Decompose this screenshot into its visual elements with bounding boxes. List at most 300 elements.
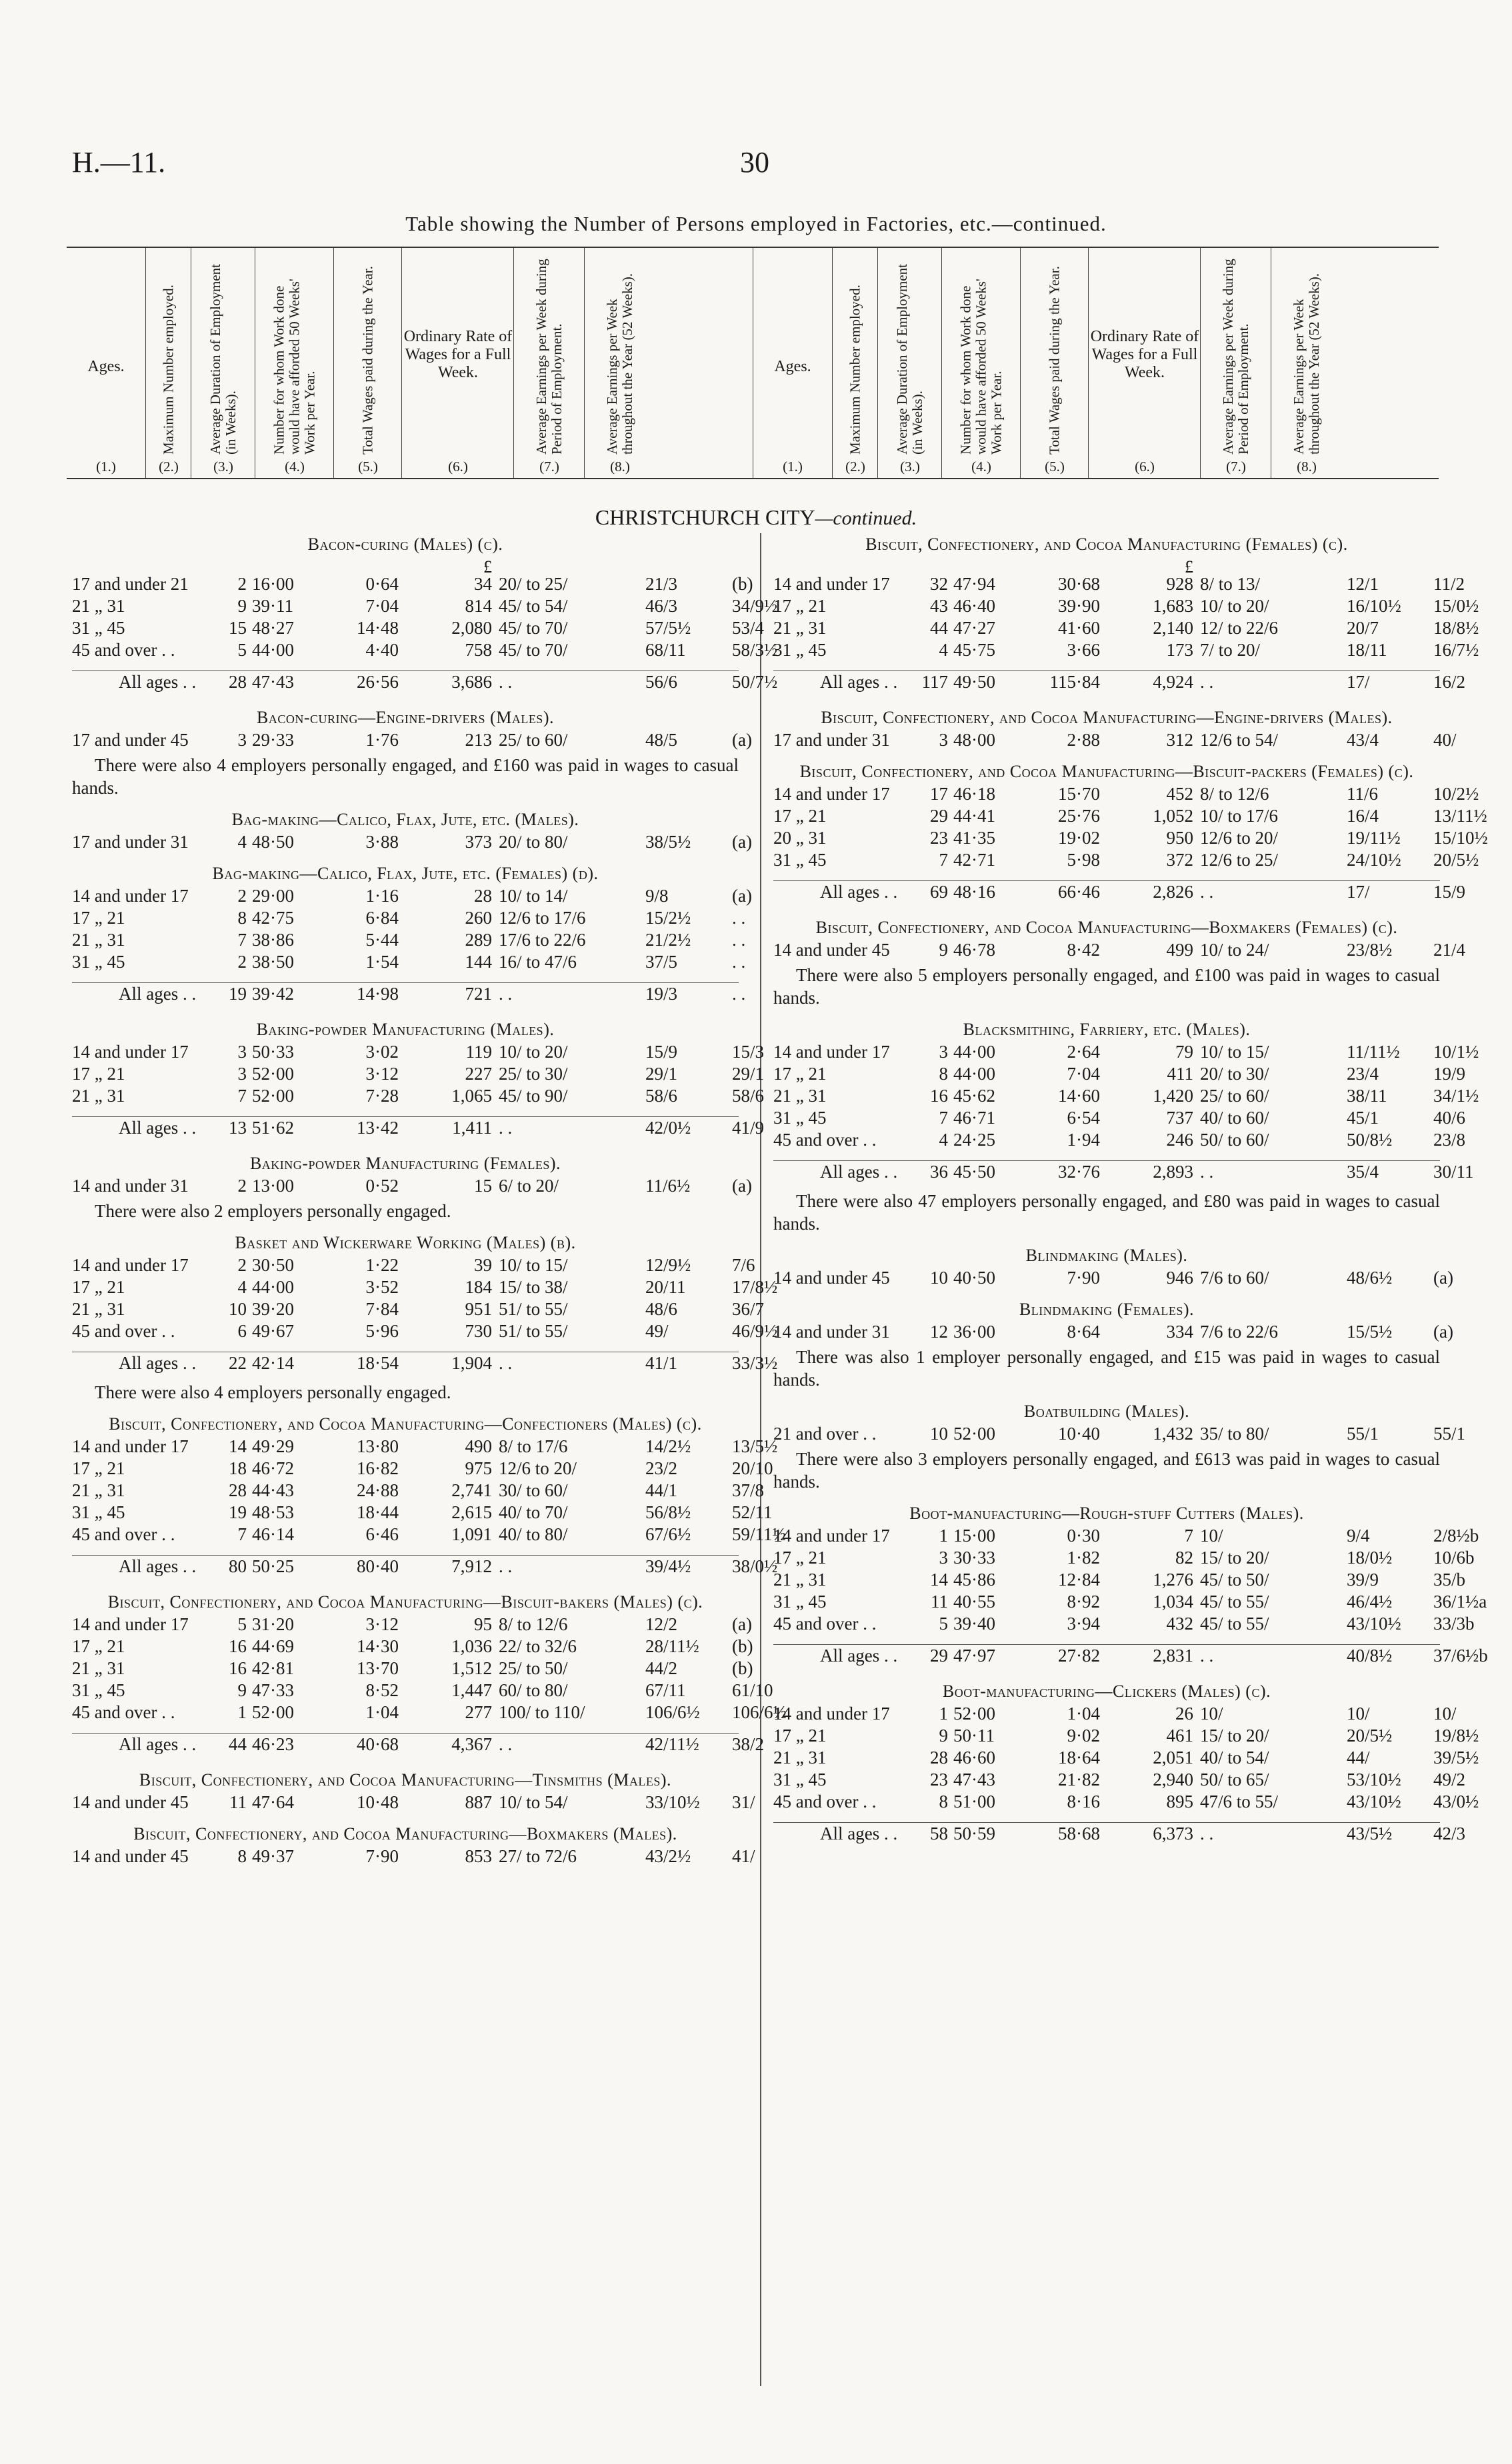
table-cell: 36/7 (732, 1299, 765, 1319)
table-cell: 46·14 (252, 1524, 294, 1544)
table-cell: 8/ to 12/6 (1200, 784, 1269, 804)
page-number: 30 (740, 146, 769, 179)
table-cell: 19 (229, 1502, 247, 1522)
table-cell: 1,276 (1153, 1570, 1193, 1590)
table-cell: 16 (229, 1636, 247, 1656)
table-cell: 10 (930, 1268, 948, 1288)
table-cell: 43/5½ (1347, 1824, 1393, 1844)
section-note: There were also 5 employers personally engaged, and £100 was paid in wages to casual hands. (773, 965, 1440, 1008)
table-cell: 40/ to 60/ (1200, 1108, 1269, 1128)
table-cell: 334 (1166, 1322, 1193, 1342)
table-cell: 45 and over . . (773, 1614, 877, 1634)
table-cell: 44 (930, 618, 948, 638)
table-cell: 59/11½ (732, 1524, 786, 1544)
table-cell: 21 „ 31 (773, 1570, 827, 1590)
table-cell: All ages . . (119, 1556, 197, 1576)
all-ages-row (773, 1160, 1474, 1187)
table-cell: 4 (939, 640, 948, 660)
table-cell: 33/10½ (645, 1792, 700, 1812)
table-section (773, 1400, 1466, 1493)
table-row (72, 617, 765, 639)
table-row (72, 1792, 755, 1814)
table-cell: 36·00 (953, 1322, 995, 1342)
table-row (72, 1276, 778, 1298)
table-cell: 79 (1175, 1042, 1193, 1062)
table-cell: 6 (237, 1321, 247, 1341)
table-cell: 4 (237, 1277, 247, 1297)
table-row (773, 939, 1466, 961)
table-cell: 44·69 (252, 1636, 294, 1656)
table-cell: 24·25 (953, 1130, 995, 1150)
table-cell: 14 and under 17 (72, 1042, 189, 1062)
table-section (72, 1823, 755, 1867)
table-cell: 12/6 to 17/6 (499, 908, 586, 928)
table-cell: 10/2½ (1433, 784, 1479, 804)
table-cell: 48/6 (645, 1299, 678, 1319)
table-cell: 3 (237, 1064, 247, 1084)
table-cell: 22 (229, 1353, 247, 1373)
table-cell: 27/ to 72/6 (499, 1846, 577, 1866)
table-cell: 2,140 (1153, 618, 1193, 638)
table-cell: 7 (237, 1086, 247, 1106)
table-cell: 31/ (732, 1792, 755, 1812)
section-title: Blindmaking (Males). (1025, 1246, 1188, 1265)
table-cell: 21/2½ (645, 930, 691, 950)
table-cell: 12/6 to 54/ (1200, 730, 1279, 750)
table-cell: 58·68 (1058, 1824, 1100, 1844)
table-cell: 928 (1166, 574, 1193, 594)
table-cell: 106/6½ (732, 1702, 787, 1722)
table-cell: 15·00 (953, 1526, 995, 1546)
table-cell: 10/1½ (1433, 1042, 1479, 1062)
table-cell: 53/10½ (1347, 1770, 1401, 1790)
table-cell: 31 „ 45 (773, 1108, 827, 1128)
table-cell: . . (1200, 1162, 1214, 1182)
table-cell: 80·40 (357, 1556, 399, 1576)
table-cell: 21 „ 31 (72, 1658, 125, 1678)
table-row (72, 1320, 778, 1342)
table-cell: 52·00 (252, 1064, 294, 1084)
table-cell: 4 (939, 1130, 948, 1150)
table-cell: 57/5½ (645, 618, 691, 638)
table-cell: 1 (237, 1702, 247, 1722)
table-cell: 21 „ 31 (773, 618, 827, 638)
table-cell: 16/ to 47/6 (499, 952, 577, 972)
table-cell: 11/6½ (645, 1176, 691, 1196)
table-cell: 40/ to 54/ (1200, 1748, 1269, 1768)
table-cell: 14 and under 17 (773, 1526, 890, 1546)
table-cell: 115·84 (1049, 672, 1100, 692)
table-cell: 44/2 (645, 1658, 678, 1678)
table-section (72, 1769, 755, 1814)
table-cell: 21 „ 31 (773, 1748, 827, 1768)
table-section (72, 1152, 752, 1222)
table-cell: 20/ to 30/ (1200, 1064, 1269, 1084)
table-cell: 7 (939, 850, 948, 870)
table-cell: 25/ to 50/ (499, 1658, 568, 1678)
table-cell: 23 (930, 828, 948, 848)
table-cell: 1,420 (1153, 1086, 1193, 1106)
table-row (72, 1298, 765, 1320)
table-section (72, 862, 752, 1009)
table-cell: 34 (474, 574, 492, 594)
table-cell: 37/8 (732, 1480, 765, 1500)
table-cell: 2 (237, 1176, 247, 1196)
table-cell: 29/1 (732, 1064, 765, 1084)
table-cell: 10 (930, 1424, 948, 1444)
table-cell: 7·90 (365, 1846, 399, 1866)
table-cell: 5 (939, 1614, 948, 1634)
section-note: There was also 1 employer personally engaged, and £15 was paid in wages to casual hands. (773, 1347, 1440, 1390)
column-header (753, 248, 832, 478)
table-cell: 25/ to 60/ (1200, 1086, 1269, 1106)
table-cell: 17 „ 21 (72, 1636, 125, 1656)
table-cell: 39·11 (252, 596, 293, 616)
table-cell: 9/4 (1347, 1526, 1370, 1546)
table-cell: 1,411 (452, 1118, 492, 1138)
table-cell: 5·98 (1067, 850, 1100, 870)
table-cell: 58/6 (732, 1086, 765, 1106)
table-section (773, 1298, 1453, 1391)
table-cell: 246 (1166, 1130, 1193, 1150)
table-cell: . . (1200, 672, 1214, 692)
document-reference: H.—11. (72, 146, 166, 179)
table-cell: 26·56 (357, 672, 399, 692)
table-cell: 7 (237, 1524, 247, 1544)
table-cell: 42·81 (252, 1658, 294, 1678)
table-cell: 4·40 (365, 640, 399, 660)
table-cell: 15/0½ (1433, 596, 1479, 616)
table-cell: 1,904 (451, 1353, 492, 1373)
table-cell: 34/9½ (732, 596, 778, 616)
table-cell: 17 „ 21 (773, 1548, 827, 1568)
table-cell: 31 „ 45 (773, 1770, 827, 1790)
section-title: Bacon-curing—Engine-drivers (Males). (257, 708, 554, 727)
table-cell: 50/ to 60/ (1200, 1130, 1269, 1150)
table-cell: 27·82 (1058, 1646, 1100, 1666)
section-title: Bacon-curing (Males) (c). (307, 535, 503, 554)
table-row (72, 595, 778, 617)
table-row (72, 1254, 755, 1276)
table-cell: 2 (237, 574, 247, 594)
table-cell: 15/ to 38/ (499, 1277, 568, 1297)
table-cell: (b) (732, 1636, 753, 1656)
table-cell: (a) (732, 886, 752, 906)
table-cell: 3·02 (365, 1042, 399, 1062)
table-cell: 42/3 (1433, 1824, 1466, 1844)
table-cell: 29 (930, 1646, 948, 1666)
table-row (773, 1747, 1479, 1769)
table-cell: 3 (237, 1042, 247, 1062)
table-row (72, 1502, 773, 1524)
table-cell: 17 „ 21 (72, 1064, 125, 1084)
column-header-label: Average Duration of Employment (in Weeks). (207, 264, 239, 455)
table-row (72, 1846, 755, 1867)
column-number: (4.) (285, 459, 305, 475)
table-row (773, 639, 1479, 661)
table-row (773, 573, 1465, 595)
table-cell: 2,080 (451, 618, 492, 638)
table-cell: 80 (229, 1556, 247, 1576)
table-cell: All ages . . (820, 672, 898, 692)
table-cell: 10/ to 17/6 (1200, 806, 1279, 826)
table-cell: 19/9 (1433, 1064, 1466, 1084)
table-cell: 68/11 (645, 640, 686, 660)
table-cell: 45 and over . . (72, 1702, 175, 1722)
table-cell: 8·42 (1067, 940, 1100, 960)
table-section (72, 706, 752, 799)
table-cell: 15 (474, 1176, 492, 1196)
section-title: Biscuit, Confectionery, and Cocoa Manufacturing—Boxmakers (Males). (133, 1824, 677, 1844)
table-cell: 14 and under 31 (773, 1322, 890, 1342)
table-cell: 41/ (732, 1846, 755, 1866)
table-cell: 17/ (1347, 882, 1370, 902)
table-cell: 18·54 (357, 1353, 399, 1373)
table-cell: 47·33 (252, 1680, 294, 1700)
table-cell: 82 (1175, 1548, 1193, 1568)
section-title: Bag-making—Calico, Flax, Jute, etc. (Females) (d). (212, 864, 599, 883)
table-cell: 44/1 (645, 1480, 678, 1500)
table-cell: 11/2 (1433, 574, 1465, 594)
table-cell: 40/ (1433, 730, 1457, 750)
table-cell: 29 (930, 806, 948, 826)
table-cell: 95 (474, 1614, 492, 1634)
table-cell: 40/6 (1433, 1108, 1466, 1128)
column-header-label: Average Earnings per Week throughout the Year (52 Weeks). (1291, 273, 1322, 455)
table-cell: 9 (237, 596, 247, 616)
table-cell: 49/2 (1433, 1770, 1466, 1790)
table-cell: . . (499, 1118, 513, 1138)
table-cell: 14 and under 45 (773, 940, 890, 960)
table-cell: 7·04 (1067, 1064, 1100, 1084)
table-cell: 2/8½b (1433, 1526, 1479, 1546)
table-cell: 33/3½ (732, 1353, 778, 1373)
table-row (72, 929, 746, 951)
table-cell: 10 (229, 1299, 247, 1319)
table-cell: 49/ (645, 1321, 669, 1341)
table-cell: . . (499, 984, 513, 1004)
section-title: Blacksmithing, Farriery, etc. (Males). (963, 1020, 1251, 1039)
column-header (67, 248, 145, 478)
section-note: There were also 3 employers personally engaged, and £613 was paid in wages to casual hands. (773, 1449, 1440, 1492)
table-cell: 5 (237, 1614, 247, 1634)
currency-marker (72, 556, 739, 577)
column-header (832, 248, 878, 478)
table-cell: 1·82 (1067, 1548, 1100, 1568)
table-cell: 49·29 (252, 1436, 294, 1456)
table-cell: 38/2 (732, 1734, 765, 1754)
column-number: (5.) (358, 459, 378, 475)
table-row (72, 1480, 765, 1502)
table-cell: 51/ to 55/ (499, 1321, 568, 1341)
table-cell: 0·30 (1067, 1526, 1100, 1546)
table-cell: 47·94 (953, 574, 995, 594)
all-ages-row (72, 1116, 765, 1143)
table-cell: 16/10½ (1347, 596, 1401, 616)
table-cell: 4 (237, 832, 247, 852)
table-cell: 8 (939, 1064, 948, 1084)
pound-sign: £ (1185, 557, 1193, 577)
table-cell: All ages . . (119, 672, 197, 692)
table-cell: 19/11½ (1347, 828, 1401, 848)
table-cell: 15/9 (645, 1042, 678, 1062)
table-row (773, 1423, 1466, 1445)
table-cell: 23/4 (1347, 1064, 1379, 1084)
table-cell: 31 „ 45 (72, 1502, 125, 1522)
column-header-label: Total Wages paid during the Year. (1046, 266, 1063, 455)
table-cell: 14 and under 45 (72, 1792, 189, 1812)
table-cell: 52·00 (252, 1702, 294, 1722)
table-cell: 52·00 (953, 1704, 995, 1724)
table-cell: 21·82 (1058, 1770, 1100, 1790)
table-cell: 10·40 (1058, 1424, 1100, 1444)
table-cell: 1·04 (1067, 1704, 1100, 1724)
table-cell: 14 and under 17 (72, 1255, 189, 1275)
table-cell: 17 and under 21 (72, 574, 189, 594)
column-number: (1.) (783, 459, 803, 475)
table-cell: 10/ to 15/ (499, 1255, 568, 1275)
table-cell: 12/9½ (645, 1255, 691, 1275)
table-cell: 11 (931, 1592, 948, 1612)
table-cell: 33/3b (1433, 1614, 1475, 1634)
table-section (773, 706, 1457, 751)
table-cell: 1,432 (1153, 1424, 1193, 1444)
table-cell: 20/ to 25/ (499, 574, 568, 594)
table-cell: 2 (237, 1255, 247, 1275)
column-header (1088, 248, 1201, 478)
table-row (773, 1703, 1457, 1725)
table-cell: 312 (1166, 730, 1193, 750)
table-cell: 29/1 (645, 1064, 678, 1084)
table-cell: 12/6 to 20/ (499, 1458, 577, 1478)
table-section (72, 1232, 778, 1404)
table-cell: 45/ to 55/ (1200, 1614, 1269, 1634)
table-cell: 47·97 (953, 1646, 995, 1666)
column-header-label: Average Earnings per Week during Period of Employment. (1220, 259, 1251, 455)
table-section (72, 1413, 786, 1582)
section-note: There were also 2 employers personally engaged. (95, 1201, 451, 1221)
table-cell: 39 (474, 1255, 492, 1275)
table-cell: 3 (939, 1548, 948, 1568)
table-cell: 45/1 (1347, 1108, 1379, 1128)
table-cell: 11/11½ (1347, 1042, 1400, 1062)
table-cell: 41/1 (645, 1353, 678, 1373)
table-cell: 18·64 (1058, 1748, 1100, 1768)
column-headers-left (67, 248, 753, 478)
table-cell: 8/ to 12/6 (499, 1614, 568, 1634)
column-number: (6.) (448, 459, 468, 475)
column-header (401, 248, 514, 478)
table-cell: 14·98 (357, 984, 399, 1004)
table-section (773, 1244, 1453, 1289)
table-cell: 119 (465, 1042, 492, 1062)
column-header-label: Average Duration of Employment (in Weeks). (894, 264, 925, 455)
column-number: (8.) (610, 459, 630, 475)
column-header (513, 248, 585, 478)
table-cell: 34/1½ (1433, 1086, 1479, 1106)
table-cell: 17 „ 21 (773, 1726, 827, 1746)
section-title: Biscuit, Confectionery, and Cocoa Manufacturing—Engine-drivers (Males). (821, 708, 1393, 727)
table-cell: 26 (1175, 1704, 1193, 1724)
table-cell: 14·30 (357, 1636, 399, 1656)
table-cell: 15·70 (1058, 784, 1100, 804)
table-cell: 14 and under 17 (72, 1436, 189, 1456)
table-cell: 2,831 (1153, 1646, 1193, 1666)
table-row (72, 951, 746, 973)
section-note: There were also 47 employers personally engaged, and £80 was paid in wages to casual hands. (773, 1191, 1440, 1234)
table-cell: 15/10½ (1433, 828, 1488, 848)
table-cell: 1,034 (1153, 1592, 1193, 1612)
column-header-label: Ordinary Rate of Wages for a Full Week. (403, 328, 513, 381)
table-cell: 1,036 (451, 1636, 492, 1656)
table-cell: 28/11½ (645, 1636, 699, 1656)
table-cell: 3 (939, 1042, 948, 1062)
table-cell: 48·00 (953, 730, 995, 750)
table-cell: 38·86 (252, 930, 294, 950)
table-row (773, 1769, 1466, 1791)
table-cell: 16/4 (1347, 806, 1379, 826)
table-cell: 13·00 (252, 1176, 294, 1196)
table-cell: 12/1 (1347, 574, 1379, 594)
table-cell: 277 (465, 1702, 492, 1722)
table-cell: 3·52 (365, 1277, 399, 1297)
table-cell: 10/ (1347, 1704, 1370, 1724)
table-cell: 3 (237, 730, 247, 750)
table-cell: 39/9 (1347, 1570, 1379, 1590)
table-row (773, 1525, 1479, 1547)
table-cell: 38·50 (252, 952, 294, 972)
table-cell: 7/6 (732, 1255, 755, 1275)
table-cell: 41·60 (1058, 618, 1100, 638)
table-cell: 24·88 (357, 1480, 399, 1500)
table-cell: 10/ to 15/ (1200, 1042, 1269, 1062)
table-cell: . . (732, 908, 746, 928)
table-cell: 6·54 (1067, 1108, 1100, 1128)
table-cell: 14 and under 17 (773, 1042, 890, 1062)
table-cell: 106/6½ (645, 1702, 700, 1722)
table-cell: 499 (1166, 940, 1193, 960)
table-row (773, 729, 1457, 751)
table-cell: 39/5½ (1433, 1748, 1479, 1768)
table-cell: All ages . . (820, 1646, 898, 1666)
table-cell: 21 and over . . (773, 1424, 877, 1444)
table-cell: 45/ to 55/ (1200, 1592, 1269, 1612)
table-cell: 6·46 (365, 1524, 399, 1544)
column-header (941, 248, 1021, 478)
table-row (773, 1725, 1479, 1747)
table-cell: (a) (1433, 1268, 1453, 1288)
table-cell: 17 and under 45 (72, 730, 189, 750)
table-cell: 58/6 (645, 1086, 678, 1106)
table-cell: 9 (237, 1680, 247, 1700)
section-title: Baking-powder Manufacturing (Males). (256, 1020, 555, 1039)
table-cell: 35/ to 80/ (1200, 1424, 1269, 1444)
table-cell: 44·00 (252, 1277, 294, 1297)
table-cell: 8 (237, 1846, 247, 1866)
table-cell: 52·00 (252, 1086, 294, 1106)
table-cell: 41·35 (953, 828, 995, 848)
table-cell: 17 „ 21 (72, 1277, 125, 1297)
column-number: (8.) (1297, 459, 1317, 475)
table-cell: 12/6 to 25/ (1200, 850, 1279, 870)
table-cell: 2,741 (451, 1480, 492, 1500)
column-header (1020, 248, 1089, 478)
table-cell: 7·28 (365, 1086, 399, 1106)
table-cell: (a) (732, 832, 752, 852)
table-cell: 3·88 (365, 832, 399, 852)
section-title: Baking-powder Manufacturing (Females). (249, 1154, 561, 1173)
table-cell: 21 „ 31 (72, 596, 125, 616)
